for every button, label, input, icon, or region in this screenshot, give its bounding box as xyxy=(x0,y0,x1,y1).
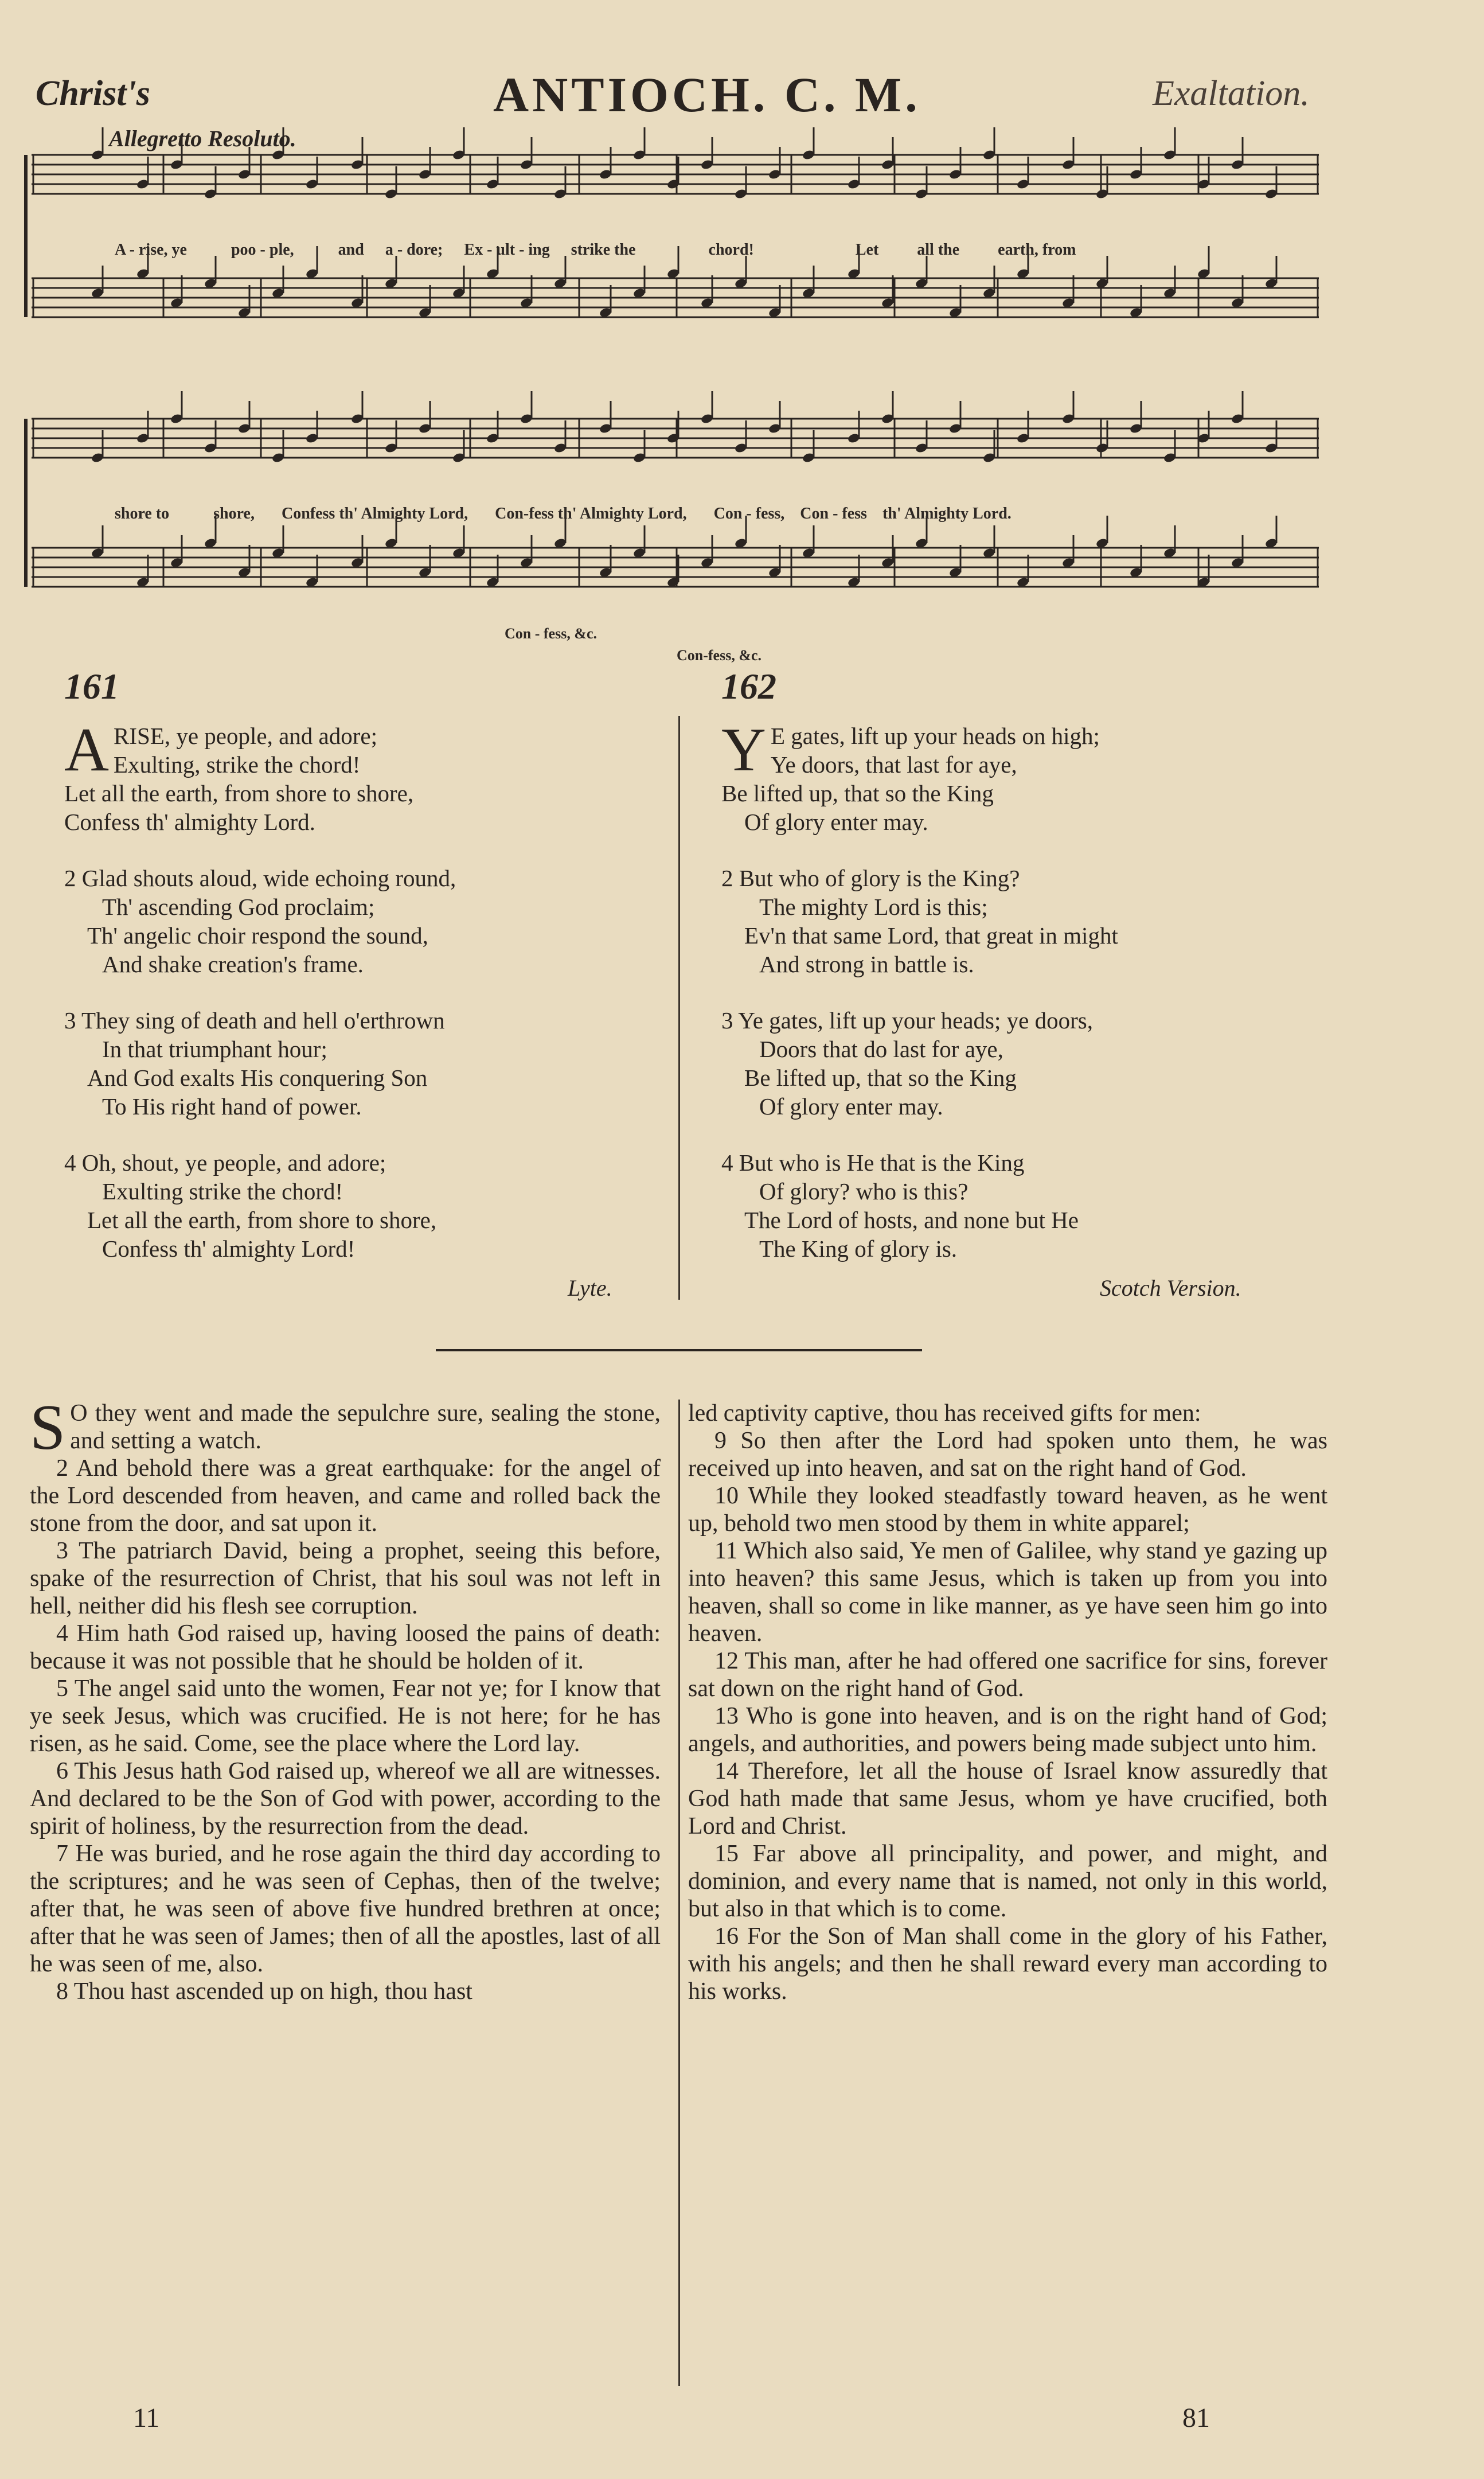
tune-title: ANTIOCH. C. M. xyxy=(493,67,921,122)
reading-verse: 12 This man, after he had offered one sacrifice for sins, forever sat down on the right hand of God. xyxy=(688,1648,1327,1702)
tempo-marking: Allegretto Resoluto. xyxy=(109,126,296,151)
hymn-number-162: 162 xyxy=(721,666,776,707)
reading-verse: 6 This Jesus hath God raised up, whereof we all are witnesses. And declared to be the Son of God with power, according to the spirit of holiness, by the resurrection from the dead. xyxy=(30,1758,661,1839)
hymn-161-stanza-3: 3 They sing of death and hell o'erthrown In that triumphant hour; And God exalts His conquering Son To His right hand of power. xyxy=(64,1007,445,1120)
reading-verse: S O they went and made the sepulchre sure, sealing the stone, and setting a watch. xyxy=(30,1392,661,1463)
hymn-161-stanza-4: 4 Oh, shout, ye people, and adore; Exulting strike the chord! Let all the earth, from shore to shore, Confess th' almighty Lord! xyxy=(64,1149,437,1262)
music-score xyxy=(0,0,1484,654)
reading-verse: 5 The angel said unto the women, Fear not ye; for I know that ye seek Jesus, which was crucified. He is not here; for he has risen, as he said. Come, see the place where the Lord lay. xyxy=(30,1675,661,1757)
hymn-162-drop-cap: Y xyxy=(721,716,766,784)
hymn-162-text xyxy=(721,716,1381,1291)
hymn-161-author: Lyte. xyxy=(568,1275,612,1301)
section-rule xyxy=(436,1349,922,1351)
bass-lyric-1: Con - fess, &c. xyxy=(505,625,597,642)
reading-verse: 8 Thou hast ascended up on high, thou hast xyxy=(56,1978,472,2005)
reading-verse: 16 For the Son of Man shall come in the glory of his Father, with his angels; and then he shall reward every man according to his works. xyxy=(688,1923,1327,2005)
hymn-column-divider xyxy=(678,716,680,1300)
reading-verse: 11 Which also said, Ye men of Galilee, why stand ye gazing up into heaven? this same Jesus, which is taken up from you into heaven, shall so come in like manner, as ye have seen him go into heaven. xyxy=(688,1538,1327,1647)
reading-verse: 7 He was buried, and he rose again the third day according to the scriptures; and he was seen of Cephas, then of the twelve; after that, he was seen of above five hundred brethren at once; after that he was seen of James; then of all the apostles, last of all he was seen of me, also. xyxy=(30,1841,661,1977)
hymn-162-author: Scotch Version. xyxy=(1100,1275,1241,1301)
reading-verse: led captivity captive, thou has received gifts for men: xyxy=(688,1400,1201,1426)
reading-verse: 3 The patriarch David, being a prophet, seeing this before, spake of the resurrection of Christ, that his soul was not left in hell, neither did his flesh see corruption. xyxy=(30,1538,661,1619)
reading-right-column xyxy=(688,1400,1327,2005)
page-header-right: Exaltation. xyxy=(1153,74,1310,113)
hymn-161-stanza-1: A RISE, ye people, and adore; Exulting, strike the chord! Let all the earth, from shore to shore, Confess th' almighty Lord. xyxy=(64,716,414,835)
reading-verse: 2 And behold there was a great earthquake: for the angel of the Lord descended from heaven, and came and rolled back the stone from the door, and sat upon it. xyxy=(30,1455,661,1537)
music-lyrics-row1: A - rise, ye poo - ple, and a - dore; Ex - ult - ing strike the chord! Let all the earth, from xyxy=(115,241,1076,259)
music-lyrics-row2: shore to shore, Confess th' Almighty Lord, Con-fess th' Almighty Lord, Con - fess, Con - fess th' Almighty Lord. xyxy=(115,505,1012,523)
hymn-161-stanza-2: 2 Glad shouts aloud, wide echoing round, Th' ascending God proclaim; Th' angelic choir respond the sound, And shake creation's frame. xyxy=(64,865,456,977)
page-header-left: Christ's xyxy=(36,74,150,113)
hymn-161-text xyxy=(64,716,672,1291)
reading-verse: 13 Who is gone into heaven, and is on the right hand of God; angels, and authorities, and powers being made subject unto him. xyxy=(688,1703,1327,1757)
hymn-162-stanza-2: 2 But who of glory is the King? The mighty Lord is this; Ev'n that same Lord, that great in might And strong in battle is. xyxy=(721,865,1118,977)
reading-number: 11 xyxy=(133,2403,160,2433)
reading-verse: 10 While they looked steadfastly toward heaven, as he went up, behold two men stood by them in white apparel; xyxy=(688,1483,1327,1537)
reading-drop-cap: S xyxy=(30,1392,66,1463)
bass-lyric-2: Con-fess, &c. xyxy=(677,647,762,664)
reading-column-divider xyxy=(678,1400,680,2386)
reading-verse: 9 So then after the Lord had spoken unto them, he was received up into heaven, and sat on the right hand of God. xyxy=(688,1428,1327,1482)
reading-left-column xyxy=(30,1392,661,2005)
hymn-161-drop-cap: A xyxy=(64,716,109,784)
reading-verse: 15 Far above all principality, and power, and might, and dominion, and every name that is named, not only in this world, but also in that which is to come. xyxy=(688,1841,1327,1922)
hymn-162-stanza-3: 3 Ye gates, lift up your heads; ye doors, Doors that do last for aye, Be lifted up, that so the King Of glory enter may. xyxy=(721,1007,1093,1120)
page-number: 81 xyxy=(1182,2403,1210,2433)
hymn-162-stanza-4: 4 But who is He that is the King Of glory? who is this? The Lord of hosts, and none but He The King of glory is. xyxy=(721,1149,1079,1262)
reading-verse: 4 Him hath God raised up, having loosed the pains of death: because it was not possible that he should be holden of it. xyxy=(30,1620,661,1674)
hymn-162-stanza-1: Y E gates, lift up your heads on high; Ye doors, that last for aye, Be lifted up, that so the King Of glory enter may. xyxy=(721,716,1100,835)
reading-verse: 14 Therefore, let all the house of Israel know assuredly that God hath made that same Jesus, whom ye have crucified, both Lord and Christ. xyxy=(688,1758,1327,1839)
hymn-number-161: 161 xyxy=(64,666,119,707)
